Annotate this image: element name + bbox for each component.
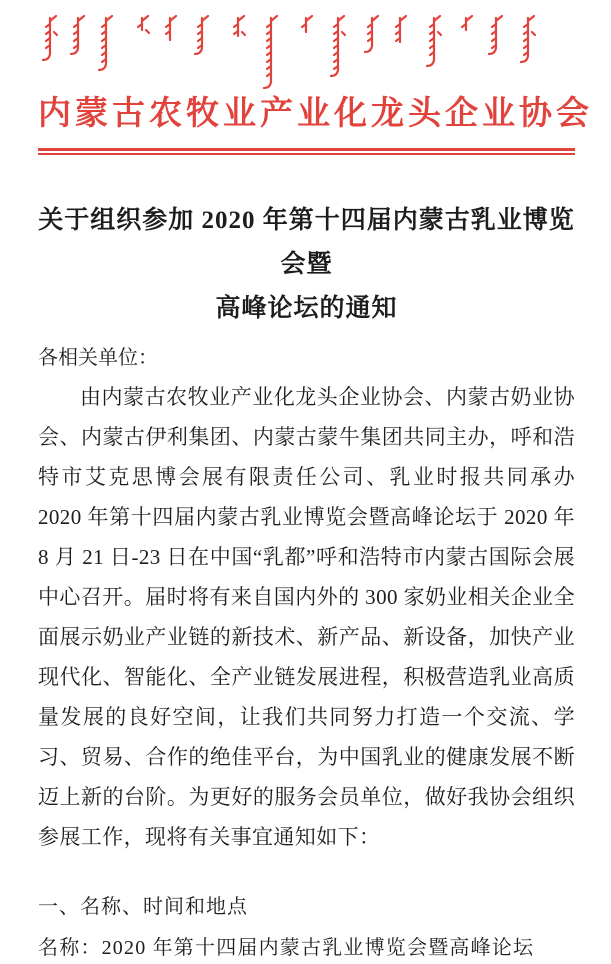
section-1-name-line: 名称：2020 年第十四届内蒙古乳业博览会暨高峰论坛 (38, 937, 535, 959)
notice-title-line-2: 高峰论坛的通知 (215, 295, 398, 322)
notice-body (38, 199, 575, 964)
letterhead (38, 12, 593, 155)
org-name: 内蒙古农牧业产业化龙头企业协会 (38, 96, 593, 132)
section-1-heading: 一、名称、时间和地点 (38, 896, 248, 918)
letterhead-divider (38, 148, 575, 155)
notice-title-line-1: 关于组织参加 2020 年第十四届内蒙古乳业博览会暨 (38, 207, 575, 278)
mongolian-script-decoration (38, 12, 573, 96)
body-paragraph: 由内蒙古农牧业产业化龙头企业协会、内蒙古奶业协会、内蒙古伊利集团、内蒙古蒙牛集团共同主办，呼和浩特市艾克思博会展有限责任公司、乳业时报共同承办 2020 年第十四届内蒙古乳业博览会暨高峰论坛于 2020 年 8 月 21 日-23 日在中国“乳都”呼和浩特市内蒙古国际会展中心召开。届时将有来自国内外的 300 家奶业相关企业全面展示奶业产业链的新技术、新产品、新设备，加快产业现代化、智能化、全产业链发展进程，积极营造乳业高质量发展的良好空间，让我们共同努力打造一个交流、学习、贸易、合作的绝佳平台，为中国乳业的健康发展不断迈上新的台阶。为更好的服务会员单位，做好我协会组织参展工作，现将有关事宜通知如下： (38, 385, 575, 849)
notice-title (38, 199, 575, 331)
salutation: 各相关单位： (38, 347, 158, 369)
